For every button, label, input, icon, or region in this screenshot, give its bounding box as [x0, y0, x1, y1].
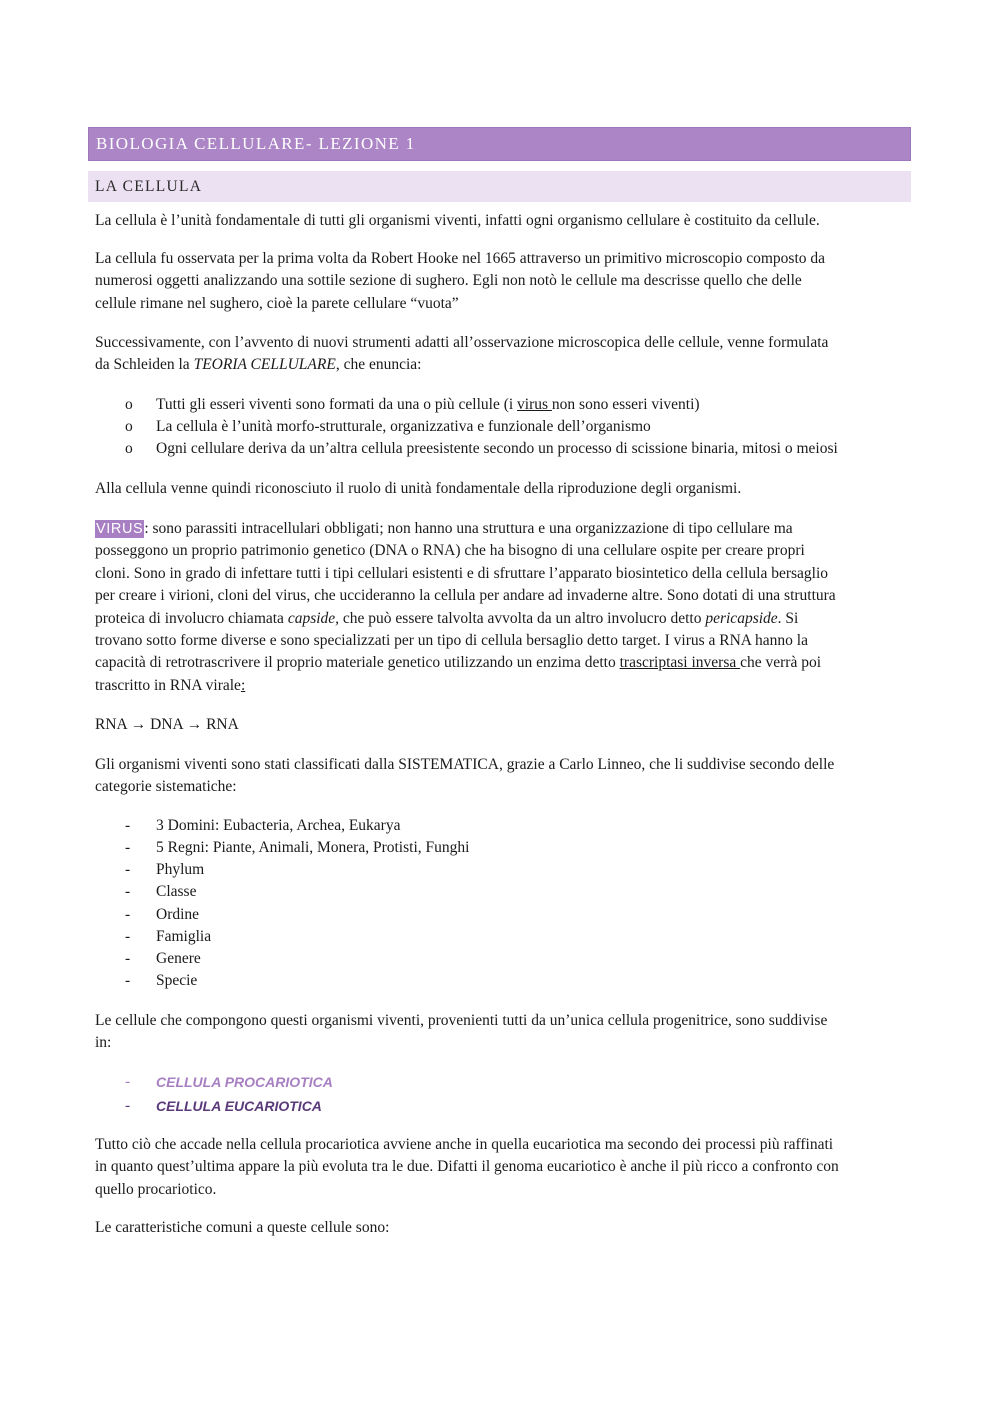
list-dash: -	[125, 1097, 131, 1114]
list-dash: -	[125, 883, 131, 900]
text-run: : sono parassiti intracellulari obbligati; non hanno una struttura e una organizzazione di tipo cellulare ma	[144, 520, 793, 537]
paragraph-line: trovano sotto forme diverse e sono specializzati per un tipo di cellula bersaglio detto target. I virus a RNA hanno la	[95, 632, 808, 650]
paragraph-cell-types	[95, 1010, 910, 1055]
paragraph-line: cellule rimane nel sughero, cioè la parete cellulare “vuota”	[95, 294, 459, 312]
section-title: LA CELLULA	[88, 171, 911, 202]
list-item-text: 3 Domini: Eubacteria, Archea, Eukarya	[156, 817, 401, 834]
list-item-text: Specie	[156, 972, 198, 989]
paragraph-sistematica	[95, 754, 910, 799]
paragraph-line: in:	[95, 1034, 112, 1052]
list-item-text: Ogni cellulare deriva da un’altra cellula preesistente secondo un processo di scissione binaria, mitosi o meiosi	[156, 440, 838, 457]
paragraph-line: numerosi oggetti analizzando una sottile sezione di sughero. Egli non notò le cellule ma descrisse quello che delle	[95, 272, 802, 290]
virus-highlight: VIRUS	[96, 521, 144, 537]
text-run: non sono esseri viventi)	[551, 396, 700, 413]
list-item-text: 5 Regni: Piante, Animali, Monera, Protisti, Funghi	[156, 839, 470, 856]
paragraph-line: quello procariotico.	[95, 1180, 217, 1198]
paragraph-line: categorie sistematiche:	[95, 778, 237, 796]
pericapside-term: pericapside	[705, 609, 778, 627]
text-run: Tutti gli esseri viventi sono formati da una o più cellule (i	[156, 396, 518, 413]
paragraph-line	[95, 354, 910, 376]
list-item-text: Famiglia	[156, 928, 212, 945]
list-bullet: o	[125, 418, 133, 435]
paragraph-common-features: Le caratteristiche comuni a queste cellule sono:	[95, 1219, 390, 1236]
list-item-text: La cellula è l’unità morfo-strutturale, organizzativa e funzionale dell’organismo	[156, 418, 651, 435]
list-dash: -	[125, 928, 131, 945]
list-dash: -	[125, 861, 131, 878]
paragraph-intro: La cellula è l’unità fondamentale di tutti gli organismi viventi, infatti ogni organismo cellulare è costituito da cellule.	[95, 212, 820, 229]
paragraph-line: Gli organismi viventi sono stati classificati dalla SISTEMATICA, grazie a Carlo Linneo, che li suddivise secondo delle	[95, 756, 835, 773]
text-run: capacità di retrotrascrivere il proprio materiale genetico utilizzando un enzima detto	[95, 654, 620, 672]
list-item-text: Phylum	[156, 861, 205, 878]
list-bullet: o	[125, 396, 133, 413]
text-run: . Si	[777, 609, 799, 627]
paragraph-role: Alla cellula venne quindi riconosciuto il ruolo di unità fondamentale della riproduzione degli organismi.	[95, 480, 742, 497]
paragraph-line	[95, 652, 910, 674]
text-run: , che enuncia:	[335, 356, 422, 374]
list-dash: -	[125, 817, 131, 834]
paragraph-line	[95, 518, 910, 540]
text-run: :	[240, 676, 246, 694]
paragraph-hooke	[95, 248, 910, 315]
list-item-text	[156, 394, 700, 416]
list-dash: -	[125, 950, 131, 967]
paragraph-line: La cellula fu osservata per la prima volta da Robert Hooke nel 1665 attraverso un primitivo microscopio composto da	[95, 250, 826, 267]
text-run: che può essere talvolta avvolta da un altro involucro detto	[339, 609, 706, 627]
paragraph-line: Le cellule che compongono questi organismi viventi, provenienti tutti da un’unica cellula progenitrice, sono suddivise	[95, 1012, 828, 1029]
list-dash: -	[125, 1073, 131, 1090]
capside-term: capside,	[287, 609, 340, 627]
list-dash: -	[125, 972, 131, 989]
cell-type-eucariotica: CELLULA EUCARIOTICA	[156, 1098, 322, 1114]
paragraph-line: cloni. Sono in grado di infettare tutti i tipi cellulari esistenti e di sfruttare l’apparato biosintetico della cellula bersaglio	[95, 564, 829, 582]
lesson-title: BIOLOGIA CELLULARE- LEZIONE 1	[88, 127, 911, 161]
list-item-text: Ordine	[156, 906, 200, 923]
paragraph-line: Successivamente, con l’avvento di nuovi strumenti adatti all’osservazione microscopica delle cellule, venne formulata	[95, 334, 829, 351]
paragraph-line: posseggono un proprio patrimonio genetico (DNA o RNA) che ha bisogno di una cellulare ospite per creare propri	[95, 542, 805, 560]
list-dash: -	[125, 839, 131, 856]
paragraph-virus	[95, 518, 910, 697]
theory-term: TEORIA CELLULARE	[193, 356, 336, 374]
text-run: proteica di involucro chiamata	[95, 609, 288, 627]
paragraph-line: in quanto quest’ultima appare la più evoluta tra le due. Difatti il genoma eucariotico è anche il più ricco a confronto con	[95, 1158, 839, 1176]
list-item-text: Genere	[156, 950, 201, 967]
paragraph-line	[95, 675, 910, 697]
flow-rna-dna: RNA → DNA → RNA	[95, 716, 239, 733]
paragraph-line: Tutto ciò che accade nella cellula procariotica avviene anche in quella eucariotica ma secondo dei processi più raffinati	[95, 1136, 834, 1153]
list-item-text: Classe	[156, 883, 197, 900]
trascriptasi-link[interactable]: trascriptasi inversa	[619, 654, 741, 672]
text-run: che verrà poi	[740, 654, 822, 672]
virus-link[interactable]: virus	[517, 396, 552, 413]
text-run: da Schleiden la	[95, 356, 194, 374]
paragraph-line	[95, 608, 910, 630]
paragraph-comparison	[95, 1134, 910, 1201]
cell-type-procariotica: CELLULA PROCARIOTICA	[156, 1074, 333, 1090]
paragraph-line: per creare i virioni, cloni del virus, che uccideranno la cellula per andare ad invaderne altre. Sono dotati di una struttura	[95, 587, 836, 605]
list-bullet: o	[125, 440, 133, 457]
text-run: trascritto in RNA virale	[95, 676, 241, 694]
list-dash: -	[125, 906, 131, 923]
paragraph-theory	[95, 332, 910, 377]
